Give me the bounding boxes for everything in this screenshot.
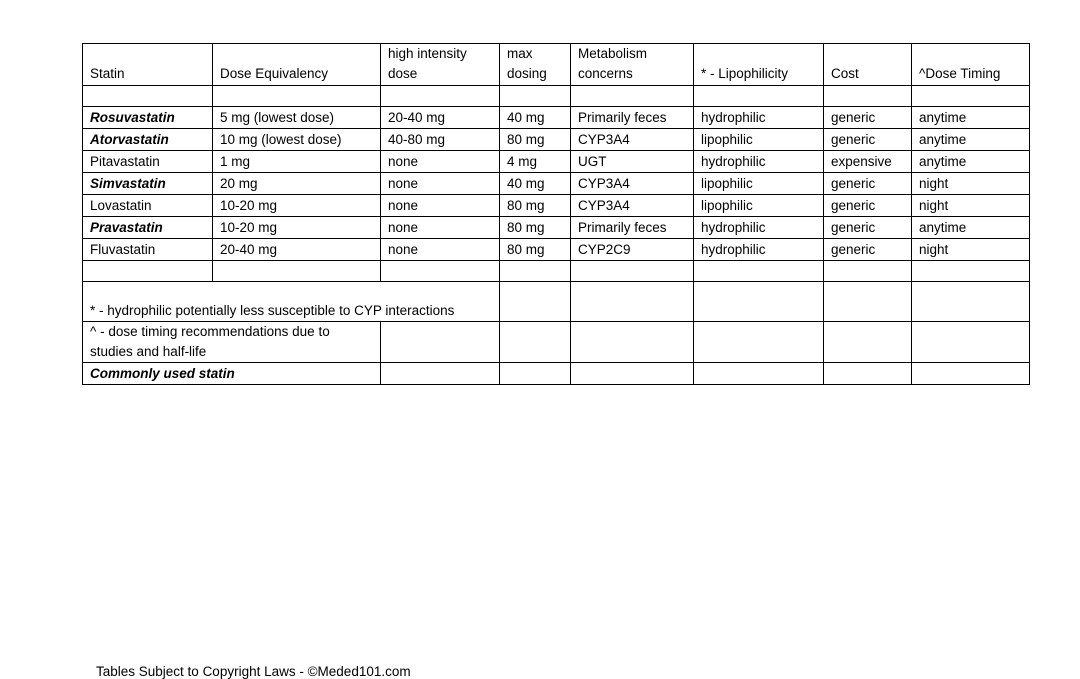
- hydrophilic-note: * - hydrophilic potentially less susceptible to CYP interactions: [83, 282, 500, 322]
- dose-timing: anytime: [912, 217, 1030, 239]
- table-row: [83, 129, 1030, 151]
- lipophilicity: lipophilic: [694, 173, 824, 195]
- max-dosing: 80 mg: [500, 195, 571, 217]
- table-row: [83, 107, 1030, 129]
- high-intensity-dose: 40-80 mg: [381, 129, 500, 151]
- header-metabolism: Metabolism concerns: [571, 44, 694, 86]
- high-intensity-dose: none: [381, 173, 500, 195]
- high-intensity-dose: none: [381, 239, 500, 261]
- blank-row: [83, 86, 1030, 107]
- statin-name: Pitavastatin: [83, 151, 213, 173]
- header-dose-equivalency: Dose Equivalency: [213, 44, 381, 86]
- statin-name: Pravastatin: [83, 217, 213, 239]
- table-row: [83, 151, 1030, 173]
- note-row: [83, 282, 1030, 322]
- note-row: [83, 322, 1030, 363]
- header-cost: Cost: [824, 44, 912, 86]
- metabolism: CYP3A4: [571, 195, 694, 217]
- statin-comparison-table: [82, 43, 1030, 385]
- dose-timing: anytime: [912, 129, 1030, 151]
- high-intensity-dose: none: [381, 151, 500, 173]
- lipophilicity: hydrophilic: [694, 107, 824, 129]
- table-row: [83, 239, 1030, 261]
- metabolism: CYP2C9: [571, 239, 694, 261]
- cost: generic: [824, 217, 912, 239]
- dose-timing: anytime: [912, 151, 1030, 173]
- cost: generic: [824, 107, 912, 129]
- metabolism: Primarily feces: [571, 217, 694, 239]
- metabolism: Primarily feces: [571, 107, 694, 129]
- lipophilicity: lipophilic: [694, 195, 824, 217]
- metabolism: CYP3A4: [571, 173, 694, 195]
- table-row: [83, 217, 1030, 239]
- cost: generic: [824, 129, 912, 151]
- dose-equivalency: 20-40 mg: [213, 239, 381, 261]
- dose-timing: night: [912, 195, 1030, 217]
- statin-name: Atorvastatin: [83, 129, 213, 151]
- lipophilicity: hydrophilic: [694, 239, 824, 261]
- dose-equivalency: 10 mg (lowest dose): [213, 129, 381, 151]
- dose-timing: anytime: [912, 107, 1030, 129]
- max-dosing: 40 mg: [500, 107, 571, 129]
- statin-name: Simvastatin: [83, 173, 213, 195]
- cost: generic: [824, 173, 912, 195]
- lipophilicity: hydrophilic: [694, 151, 824, 173]
- max-dosing: 80 mg: [500, 129, 571, 151]
- statin-name: Lovastatin: [83, 195, 213, 217]
- max-dosing: 4 mg: [500, 151, 571, 173]
- dose-equivalency: 1 mg: [213, 151, 381, 173]
- statin-name: Rosuvastatin: [83, 107, 213, 129]
- table-row: [83, 173, 1030, 195]
- cost: generic: [824, 239, 912, 261]
- blank-row: [83, 261, 1030, 282]
- cost: expensive: [824, 151, 912, 173]
- header-row: [83, 44, 1030, 86]
- metabolism: CYP3A4: [571, 129, 694, 151]
- table-row: [83, 195, 1030, 217]
- copyright-footer: Tables Subject to Copyright Laws - ©Meded101.com: [96, 664, 411, 679]
- cost: generic: [824, 195, 912, 217]
- header-statin: Statin: [83, 44, 213, 86]
- dose-timing-note: ^ - dose timing recommendations due to studies and half-life: [83, 322, 381, 363]
- max-dosing: 40 mg: [500, 173, 571, 195]
- header-high-intensity: high intensity dose: [381, 44, 500, 86]
- high-intensity-dose: 20-40 mg: [381, 107, 500, 129]
- header-max-dosing: max dosing: [500, 44, 571, 86]
- dose-equivalency: 10-20 mg: [213, 195, 381, 217]
- metabolism: UGT: [571, 151, 694, 173]
- lipophilicity: lipophilic: [694, 129, 824, 151]
- statin-name: Fluvastatin: [83, 239, 213, 261]
- high-intensity-dose: none: [381, 195, 500, 217]
- dose-equivalency: 20 mg: [213, 173, 381, 195]
- dose-timing: night: [912, 239, 1030, 261]
- dose-equivalency: 5 mg (lowest dose): [213, 107, 381, 129]
- max-dosing: 80 mg: [500, 239, 571, 261]
- high-intensity-dose: none: [381, 217, 500, 239]
- commonly-used-legend: Commonly used statin: [83, 363, 381, 385]
- header-lipophilicity: * - Lipophilicity: [694, 44, 824, 86]
- dose-equivalency: 10-20 mg: [213, 217, 381, 239]
- lipophilicity: hydrophilic: [694, 217, 824, 239]
- dose-timing: night: [912, 173, 1030, 195]
- header-dose-timing: ^Dose Timing: [912, 44, 1030, 86]
- legend-row: [83, 363, 1030, 385]
- max-dosing: 80 mg: [500, 217, 571, 239]
